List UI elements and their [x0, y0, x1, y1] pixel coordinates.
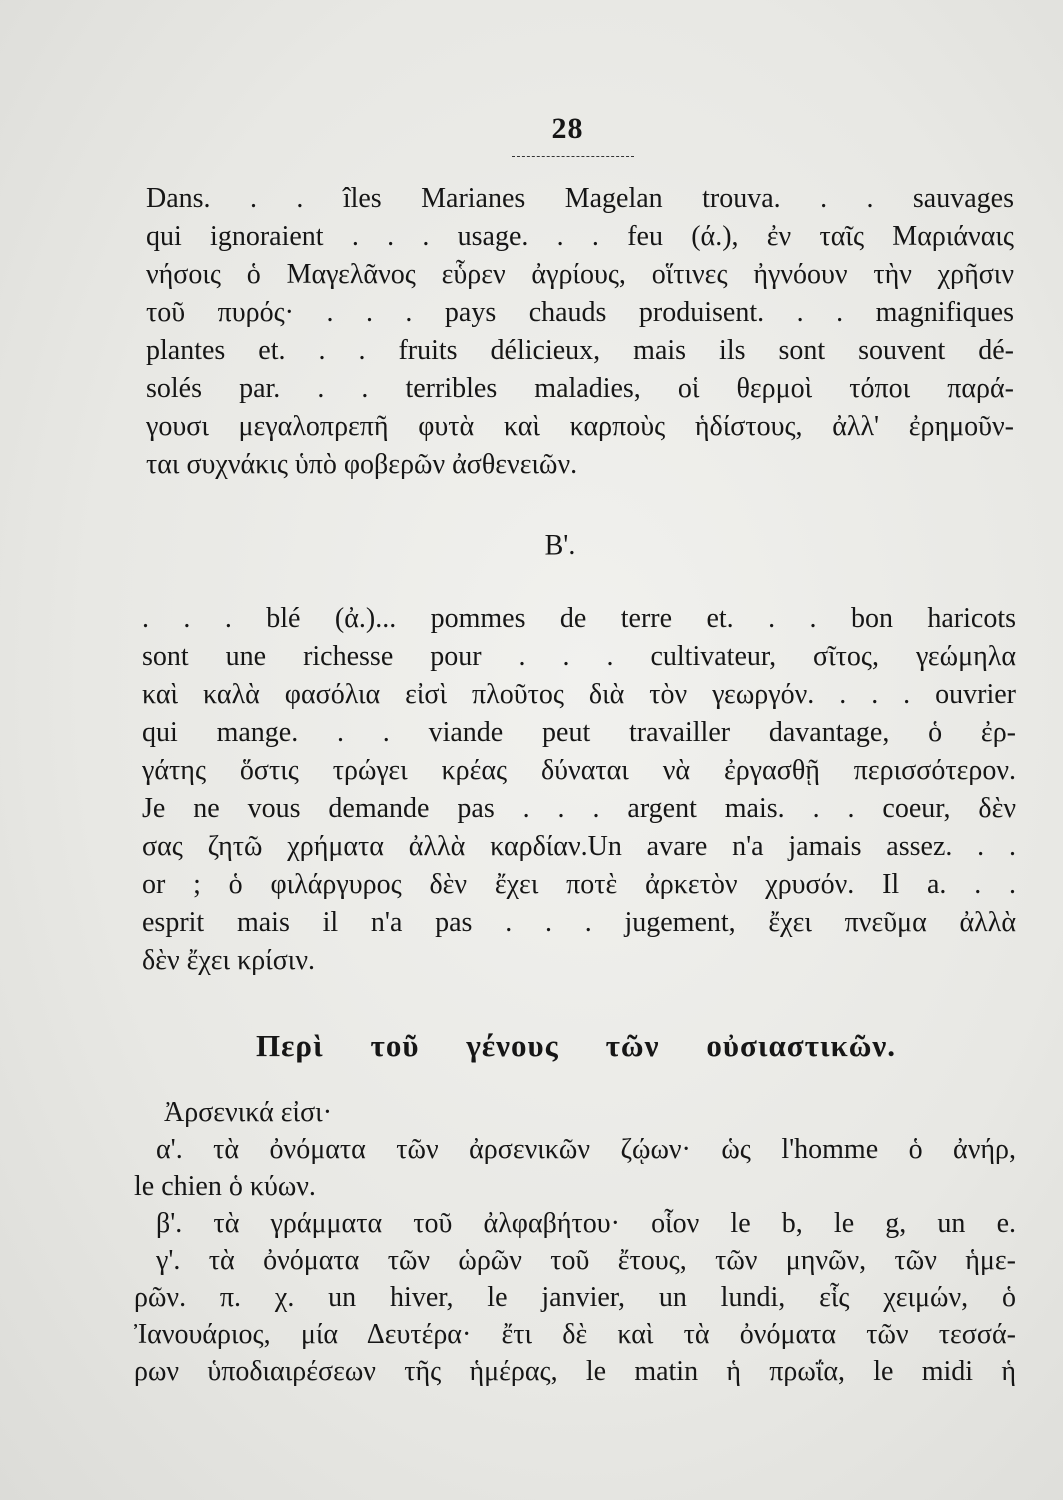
text-line: Je ne vous demande pas . . . argent mais. . . coeur, δὲν: [142, 793, 1016, 824]
text-line: Ἀρσενικά εἰσι·: [164, 1097, 333, 1128]
text-line: qui ignoraient . . . usage. . . feu (ά.), ἐν ταῖς Μαριάναις: [146, 221, 1014, 252]
text-line: γ'. τὰ ὀνόματα τῶν ὡρῶν τοῦ ἔτους, τῶν μηνῶν, τῶν ἡμε-: [156, 1245, 1016, 1276]
text-line: β'. τὰ γράμματα τοῦ ἀλφαβήτου· οἷον le b, le g, un e.: [156, 1208, 1016, 1239]
text-line: γάτης ὅστις τρώγει κρέας δύναται νὰ ἐργασθῇ περισσότερον.: [142, 755, 1016, 786]
text-line: α'. τὰ ὀνόματα τῶν ἀρσενικῶν ζῴων· ὡς l'homme ὁ ἀνήρ,: [156, 1134, 1016, 1165]
text-line: ρῶν. π. χ. un hiver, le janvier, un lundi, εἷς χειμών, ὁ: [134, 1282, 1016, 1313]
page-number-rule: [512, 156, 634, 157]
text-line: solés par. . . terribles maladies, οἱ θερμοὶ τόποι παρά-: [146, 373, 1014, 404]
text-line: τοῦ πυρός· . . . pays chauds produisent. . . magnifiques: [146, 297, 1014, 328]
exercise-paragraph-a: [146, 180, 1014, 484]
text-line: or ; ὁ φιλάργυρος δὲν ἔχει ποτὲ ἀρκετὸν χρυσόν. Il a. . .: [142, 869, 1016, 900]
text-line: . . . blé (ἀ.)... pommes de terre et. . . bon haricots: [142, 603, 1016, 634]
text-line: νήσοις ὁ Μαγελᾶνος εὗρεν ἀγρίους, οἵτινες ἠγνόουν τὴν χρῆσιν: [146, 259, 1014, 290]
section-heading: Περὶ τοῦ γένους τῶν οὐσιαστικῶν.: [256, 1028, 896, 1063]
text-line: δὲν ἔχει κρίσιν.: [142, 945, 315, 976]
section-mark: Β'.: [544, 530, 576, 561]
text-line: Ἰανουάριος, μία Δευτέρα· ἔτι δὲ καὶ τὰ ὀνόματα τῶν τεσσά-: [134, 1319, 1016, 1350]
text-line: Dans. . . îles Marianes Magelan trouva. . . sauvages: [146, 183, 1014, 214]
text-line: καὶ καλὰ φασόλια εἰσὶ πλοῦτος διὰ τὸν γεωργόν. . . . ouvrier: [142, 679, 1016, 710]
text-line: γουσι μεγαλοπρεπῆ φυτὰ καὶ καρποὺς ἡδίστους, ἀλλ' ἐρημοῦν-: [146, 411, 1014, 442]
text-line: ρων ὑποδιαιρέσεων τῆς ἡμέρας, le matin ἡ πρωΐα, le midi ἡ: [134, 1356, 1016, 1387]
text-line: le chien ὁ κύων.: [134, 1171, 316, 1202]
text-line: plantes et. . . fruits délicieux, mais ils sont souvent dé-: [146, 335, 1014, 366]
grammar-rules: [134, 1094, 1016, 1390]
exercise-paragraph-b: [142, 600, 1016, 980]
page-number: 28: [551, 112, 584, 145]
text-line: qui mange. . . viande peut travailler davantage, ὁ ἐρ-: [142, 717, 1016, 748]
text-line: ται συχνάκις ὑπὸ φοβερῶν ἀσθενειῶν.: [146, 449, 578, 480]
text-line: esprit mais il n'a pas . . . jugement, ἔχει πνεῦμα ἀλλὰ: [142, 907, 1016, 938]
text-line: σας ζητῶ χρήματα ἀλλὰ καρδίαν.Un avare n'a jamais assez. . .: [142, 831, 1016, 862]
text-line: sont une richesse pour . . . cultivateur, σῖτος, γεώμηλα: [142, 641, 1016, 672]
